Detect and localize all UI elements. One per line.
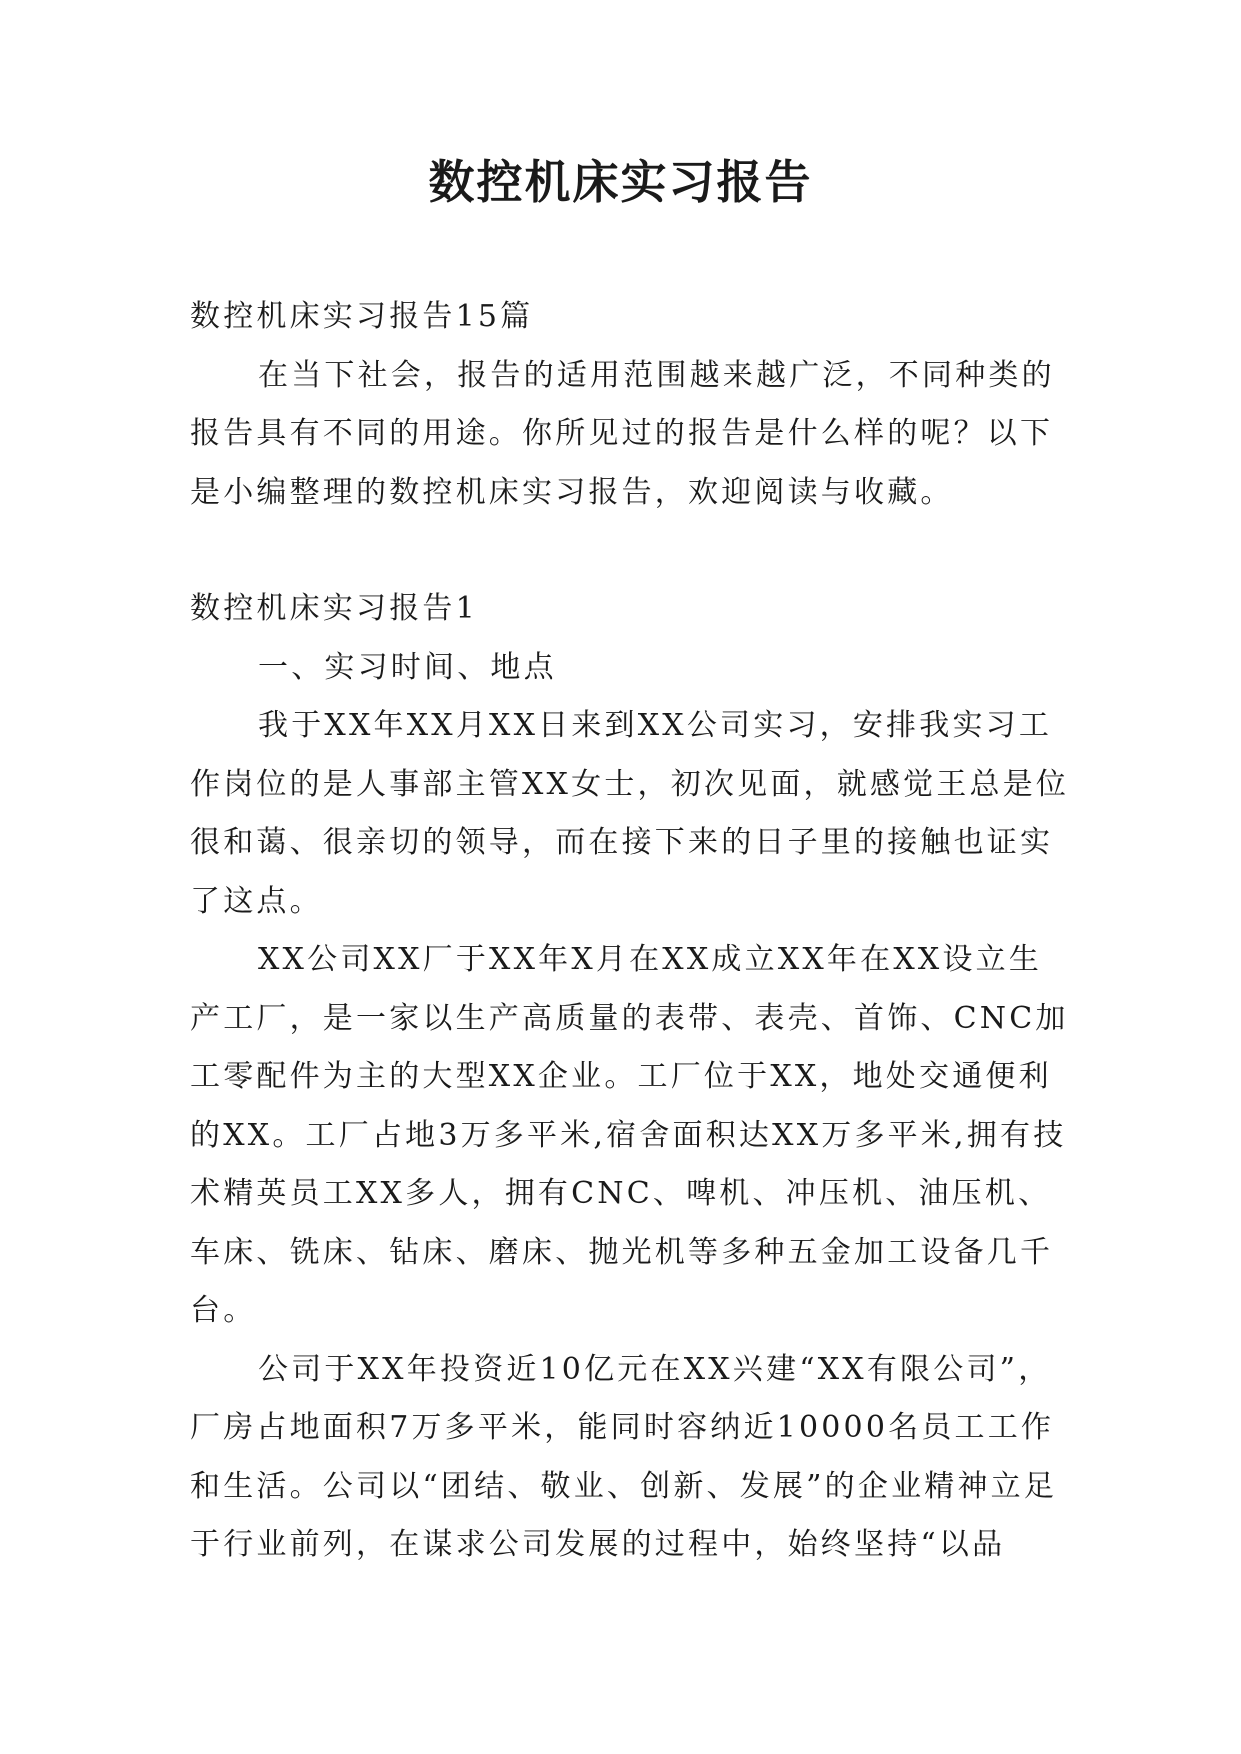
- document-subtitle: 数控机床实习报告15篇: [190, 299, 534, 334]
- document-body: [190, 288, 1070, 1575]
- section-subheading: 一、实习时间、地点: [258, 649, 557, 685]
- intro-paragraph: 在当下社会，报告的适用范围越来越广泛，不同种类的报告具有不同的用途。你所见过的报告是什么样的呢？以下是小编整理的数控机床实习报告，欢迎阅读与收藏。: [190, 357, 1055, 510]
- document-title: 数控机床实习报告: [428, 155, 813, 209]
- section-spacer: [190, 522, 1070, 580]
- section-heading: 数控机床实习报告1: [190, 591, 478, 626]
- body-paragraph-3: 公司于XX年投资近10亿元在XX兴建“XX有限公司”，厂房占地面积7万多平米，能同时容纳近10000名员工工作和生活。公司以“团结、敬业、创新、发展”的企业精神立足于行业前列，在谋求公司发展的过程中，始终坚持“以品: [190, 1351, 1058, 1562]
- body-paragraph-1: 我于XX年XX月XX日来到XX公司实习，安排我实习工作岗位的是人事部主管XX女士，初次见面，就感觉王总是位很和蔼、很亲切的领导，而在接下来的日子里的接触也证实了这点。: [190, 708, 1070, 919]
- body-paragraph-2: XX公司XX厂于XX年X月在XX成立XX年在XX设立生产工厂，是一家以生产高质量的表带、表壳、首饰、CNC加工零配件为主的大型XX企业。工厂位于XX，地处交通便利的XX。工厂占地3万多平米,宿舍面积达XX万多平米,拥有技术精英员工XX多人，拥有CNC、啤机、冲压机、油压机、车床、铣床、钻床、磨床、抛光机等多种五金加工设备几千台。: [190, 942, 1069, 1328]
